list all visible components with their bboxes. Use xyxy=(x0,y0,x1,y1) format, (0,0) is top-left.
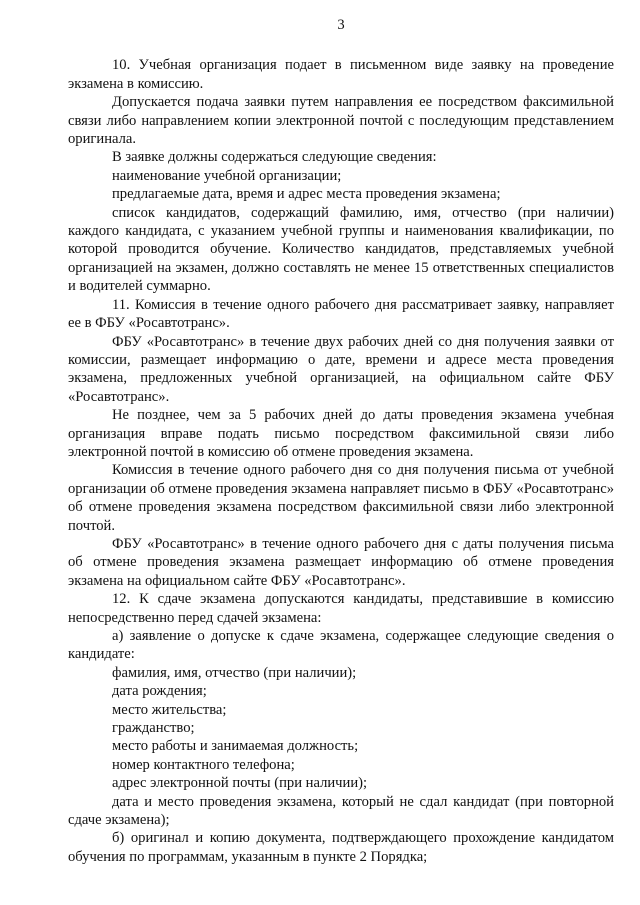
list-item-org-name: наименование учебной организации; xyxy=(112,167,342,184)
paragraph-10: 10. Учебная организация подает в письменном виде заявку на проведение экзамена в комиссию. xyxy=(68,57,614,92)
list-item-candidate-list: список кандидатов, содержащий фамилию, имя, отчество (при наличии) каждого кандидата, с указанием учебной группы и наименования квалификации, по которой проводится обучение. Количество кандидатов, представляемых учебной организацией на экзамен, должно составлять не менее 15 ответственных специалистов и водителей суммарно. xyxy=(68,204,614,295)
list-item-phone: номер контактного телефона; xyxy=(112,756,295,773)
list-item-document-b: б) оригинал и копию документа, подтверждающего прохождение кандидатом обучения по программам, указанным в пункте 2 Порядка; xyxy=(68,830,614,865)
list-item-birth-date: дата рождения; xyxy=(112,683,207,700)
paragraph-publication: ФБУ «Росавтотранс» в течение двух рабочих дней со дня получения заявки от комиссии, размещает информацию о дате, времени и адресе места проведения экзамена, предложенных учебной организацией, на официальном сайте ФБУ «Росавтотранс». xyxy=(68,333,614,405)
list-item-failed-exam: дата и место проведения экзамена, который не сдал кандидат (при повторной сдаче экзамена); xyxy=(68,793,614,829)
paragraph-12: 12. К сдаче экзамена допускаются кандидаты, представившие в комиссию непосредственно перед сдачей экзамена: xyxy=(68,591,614,626)
list-item-workplace: место работы и занимаемая должность; xyxy=(112,738,359,755)
list-item-full-name: фамилия, имя, отчество (при наличии); xyxy=(112,664,357,681)
list-item-residence: место жительства; xyxy=(112,701,227,718)
list-item-application-a: а) заявление о допуске к сдаче экзамена, содержащее следующие сведения о кандидате: xyxy=(68,628,614,663)
list-item-email: адрес электронной почты (при наличии); xyxy=(112,775,368,792)
paragraph-cancellation-publication: ФБУ «Росавтотранс» в течение одного рабочего дня с даты получения письма об отмене проведения экзамена размещает информацию об отмене проведения экзамена на официальном сайте ФБУ «Росавтотранс». xyxy=(68,535,614,589)
paragraph-application-contents: В заявке должны содержаться следующие сведения: xyxy=(112,149,437,166)
paragraph-submission-methods: Допускается подача заявки путем направления ее посредством факсимильной связи либо направлением копии электронной почтой с последующим представлением оригинала. xyxy=(68,94,614,148)
page-number: 3 xyxy=(337,17,345,33)
paragraph-cancellation-request: Не позднее, чем за 5 рабочих дней до даты проведения экзамена учебная организация вправе подать письмо посредством факсимильной связи либо электронной почтой в комиссию об отмене проведения экзамена. xyxy=(68,407,614,460)
paragraph-commission-forward: Комиссия в течение одного рабочего дня со дня получения письма от учебной организации об отмене проведения экзамена направляет письмо в ФБУ «Росавтотранс» об отмене проведения экзамена посредством факсимильной связи либо электронной почтой. xyxy=(68,462,614,534)
list-item-citizenship: гражданство; xyxy=(112,720,195,737)
paragraph-11: 11. Комиссия в течение одного рабочего дня рассматривает заявку, направляет ее в ФБУ «Росавтотранс». xyxy=(68,296,614,332)
list-item-date-time-place: предлагаемые дата, время и адрес места проведения экзамена; xyxy=(112,186,501,203)
